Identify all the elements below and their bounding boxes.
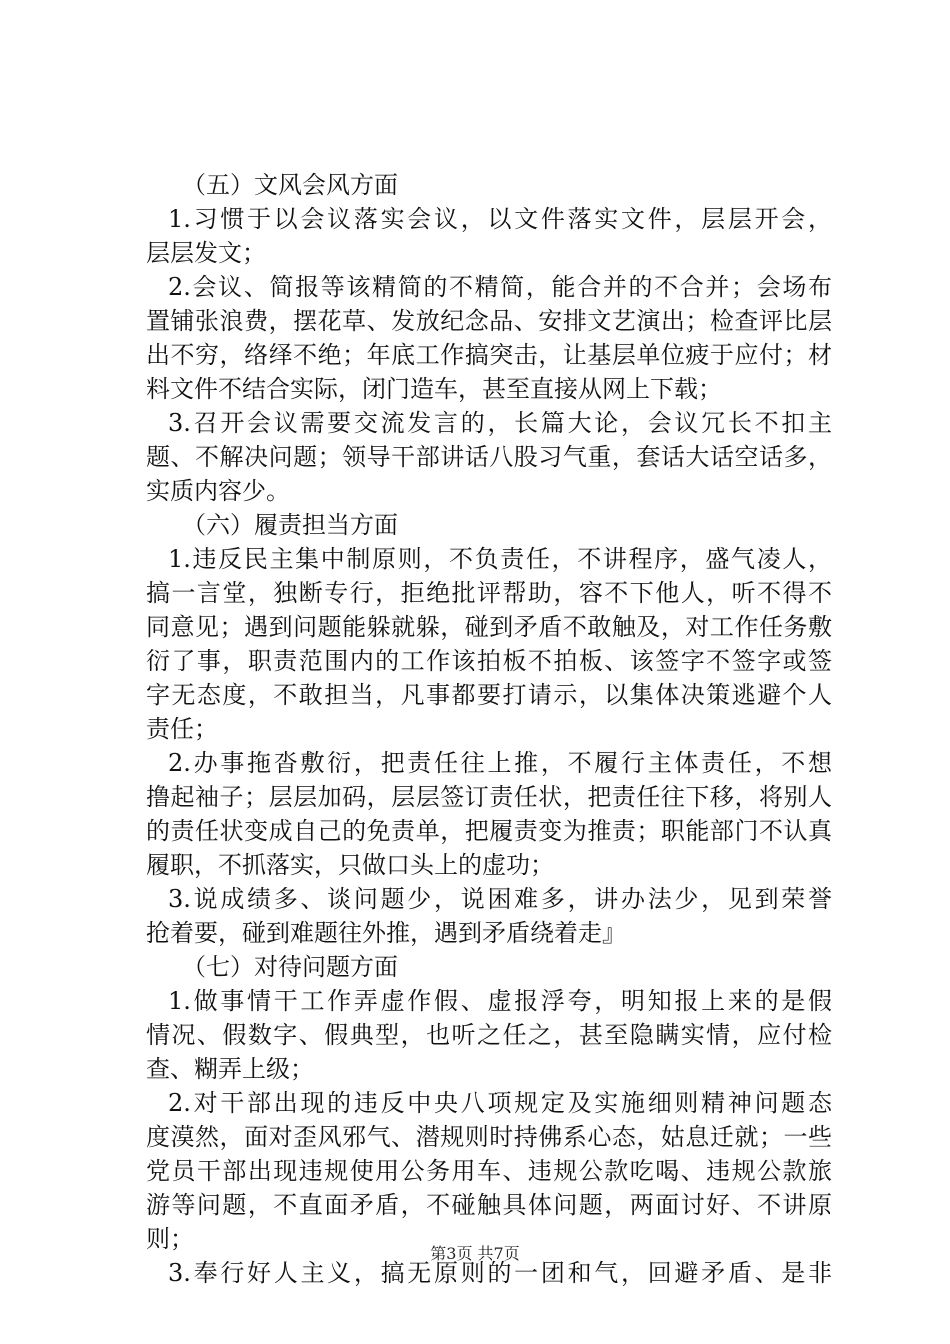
paragraph-line: 2.会议、简报等该精简的不精简，能合并的不合并；会场布 [168,273,832,301]
paragraph-line: 则； [146,1225,194,1253]
paragraph-line: 料文件不结合实际，闭门造车，甚至直接从网上下载； [146,375,722,403]
paragraph-line: 党员干部出现违规使用公务用车、违规公款吃喝、违规公款旅 [146,1157,832,1185]
paragraph-line: 1.做事情干工作弄虚作假、虚报浮夸，明知报上来的是假 [168,987,832,1015]
paragraph-line: 同意见；遇到问题能躲就躲，碰到矛盾不敢触及，对工作任务敷 [146,613,832,641]
paragraph-line: 的责任状变成自己的免责单，把履责变为推责；职能部门不认真 [146,817,832,845]
page-number-footer: 第3页 共7页 [430,1244,520,1263]
paragraph-line: 履职，不抓落实，只做口头上的虚功； [146,851,554,879]
paragraph-line: 1.违反民主集中制原则，不负责任，不讲程序，盛气凌人， [168,545,832,573]
paragraph-line: 抢着要，碰到难题往外推，遇到矛盾绕着走』 [146,919,626,947]
paragraph-line: 游等问题，不直面矛盾，不碰触具体问题，两面讨好、不讲原 [146,1191,832,1219]
paragraph-line: 衍了事，职责范围内的工作该拍板不拍板、该签字不签字或签 [146,647,832,675]
paragraph-line: 搞一言堂，独断专行，拒绝批评帮助，容不下他人，听不得不 [146,579,832,607]
section-heading-7: （七）对待问题方面 [182,953,398,981]
paragraph-line: 题、不解决问题；领导干部讲话八股习气重，套话大话空话多， [146,443,832,471]
paragraph-line: 度漠然，面对歪风邪气、潜规则时持佛系心态，姑息迁就；一些 [146,1123,832,1151]
paragraph-line: 撸起袖子；层层加码，层层签订责任状，把责任往下移，将别人 [146,783,832,811]
paragraph-line: 字无态度，不敢担当，凡事都要打请示，以集体决策逃避个人 [146,681,832,709]
document-body [146,168,832,1290]
paragraph-line: 3.奉行好人主义，搞无原则的一团和气，回避矛盾、是非 [168,1259,832,1287]
paragraph-line: 1.习惯于以会议落实会议，以文件落实文件，层层开会， [168,205,832,233]
paragraph-line: 置铺张浪费，摆花草、发放纪念品、安排文艺演出；检查评比层 [146,307,832,335]
paragraph-line: 责任； [146,715,218,743]
paragraph-line: 3.召开会议需要交流发言的，长篇大论，会议冗长不扣主 [168,409,832,437]
paragraph-line: 查、糊弄上级； [146,1055,314,1083]
paragraph-line: 出不穷，络绎不绝；年底工作搞突击，让基层单位疲于应付；材 [146,341,832,369]
section-heading-6: （六）履责担当方面 [182,511,398,539]
paragraph-line: 2.对干部出现的违反中央八项规定及实施细则精神问题态 [168,1089,832,1117]
paragraph-line: 层层发文； [146,239,266,267]
section-heading-5: （五）文风会风方面 [182,171,398,199]
paragraph-line: 情况、假数字、假典型，也听之任之，甚至隐瞒实情，应付检 [146,1021,832,1049]
paragraph-line: 实质内容少。 [146,477,290,505]
paragraph-line: 2.办事拖沓敷衍，把责任往上推，不履行主体责任，不想 [168,749,832,777]
paragraph-line: 3.说成绩多、谈问题少，说困难多，讲办法少，见到荣誉 [168,885,832,913]
